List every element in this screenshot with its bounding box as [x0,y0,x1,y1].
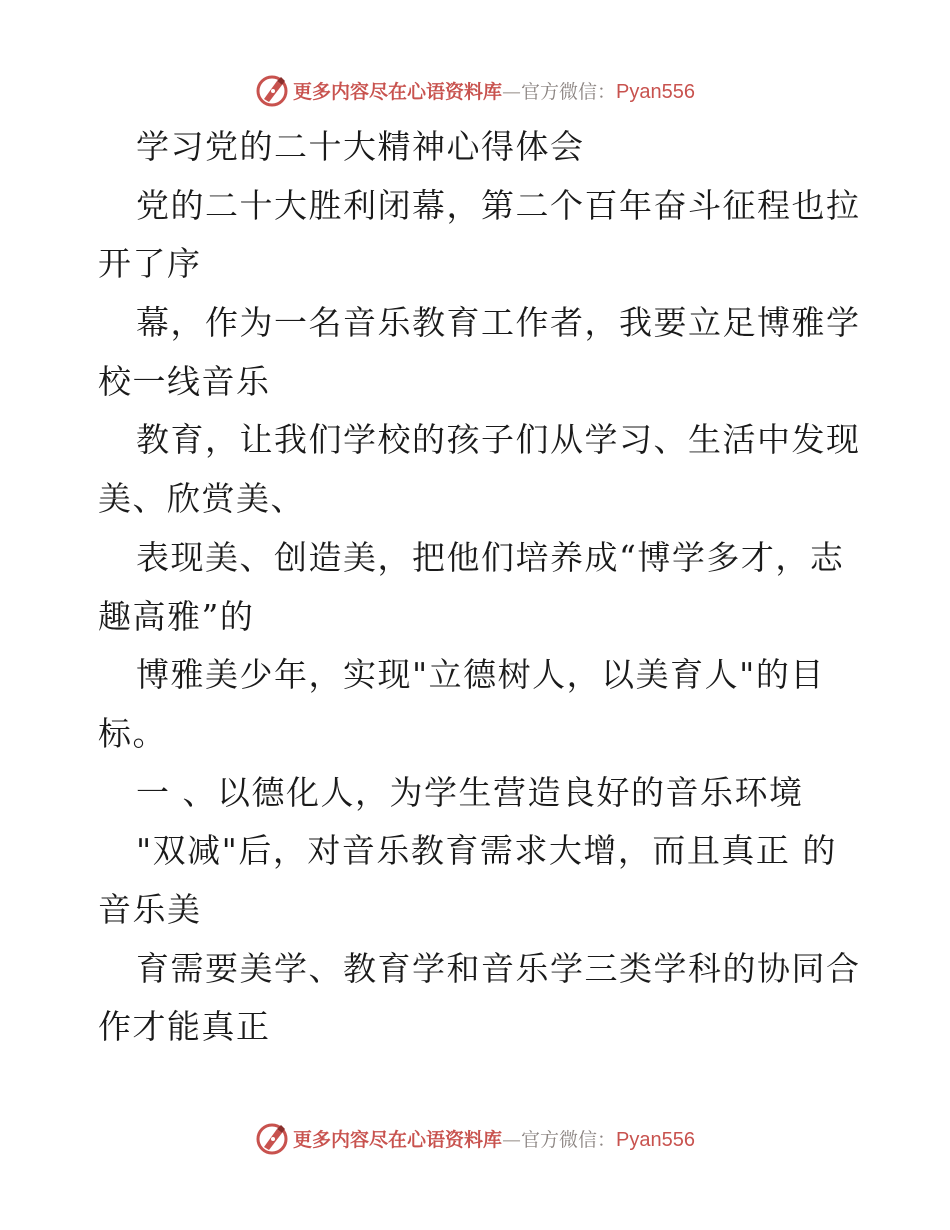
paragraph-line: 作才能真正 [98,1007,271,1047]
paragraph-line: 音乐美 [98,889,202,929]
paragraph-line: 标。 [98,713,167,753]
banner-dash: — [502,1128,522,1151]
banner-main-text: 更多内容尽在心语资料库 [293,1128,503,1151]
banner-label: 官方微信： [521,80,617,103]
paragraph-line: 校一线音乐 [98,361,271,401]
paragraph-line: "双减"后，对音乐教育需求大增，而且真正 的 [136,831,837,871]
banner-label: 官方微信： [521,1128,617,1151]
paragraph-line: 趣高雅”的 [98,596,255,636]
paragraph-line: 博雅美少年，实现"立德树人，以美育人"的目 [136,655,825,695]
pen-nib-logo-icon [255,73,289,107]
document-body [98,118,861,1057]
paragraph-line: 表现美、创造美，把他们培养成“博学多才，志 [136,537,845,577]
paragraph-line: 幕，作为一名音乐教育工作者，我要立足博雅学 [136,303,861,343]
paragraph-line: 开了序 [98,244,202,284]
section-heading: 一 、以德化人，为学生营造良好的音乐环境 [136,772,804,812]
document-title: 学习党的二十大精神心得体会 [136,127,585,166]
paragraph-line: 党的二十大胜利闭幕，第二个百年奋斗征程也拉 [136,185,861,225]
banner-main-text: 更多内容尽在心语资料库 [293,80,503,103]
banner-handle: Pyan556 [616,80,695,103]
footer-banner [0,1118,950,1158]
banner-text [293,77,695,104]
banner-handle: Pyan556 [616,1128,695,1151]
paragraph-line: 育需要美学、教育学和音乐学三类学科的协同合 [136,948,861,988]
pen-nib-logo-icon [255,1121,289,1155]
banner-text [293,1125,695,1152]
paragraph-line: 美、欣赏美、 [98,479,305,519]
banner-dash: — [502,80,522,103]
header-banner [0,70,950,110]
paragraph-line: 教育，让我们学校的孩子们从学习、生活中发现 [136,420,861,460]
